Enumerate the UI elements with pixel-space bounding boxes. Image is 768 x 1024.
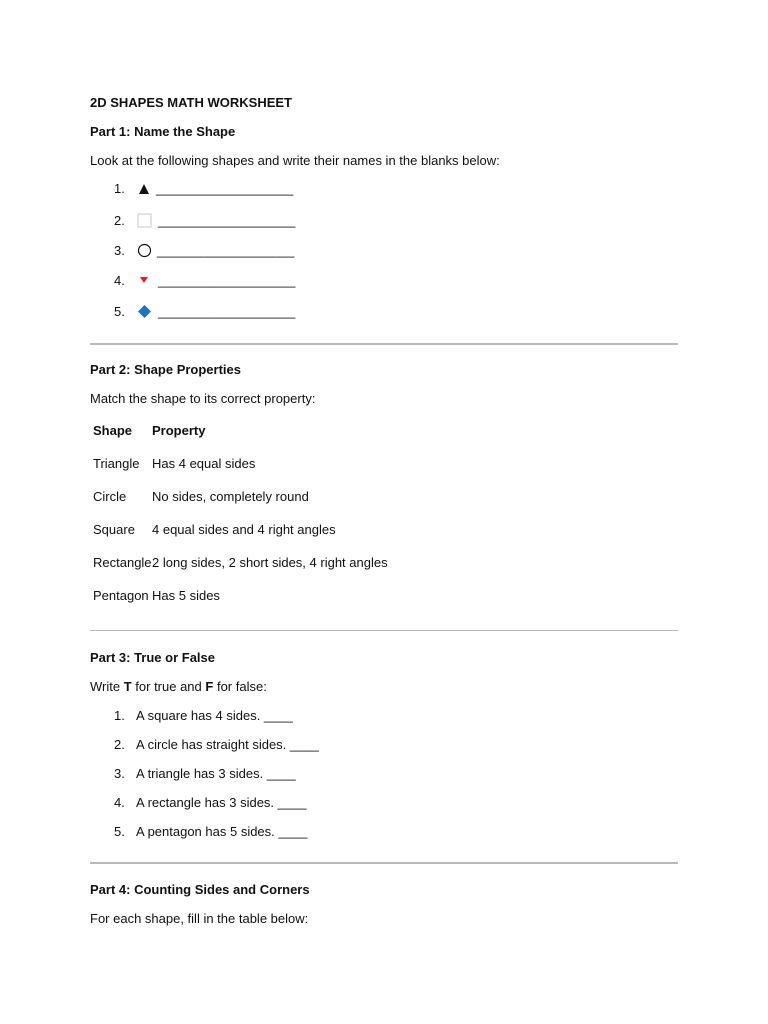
red-down-triangle-icon xyxy=(136,272,152,288)
instruction-mid: for true and xyxy=(131,679,206,694)
instruction-prefix: Write xyxy=(90,679,124,694)
white-square-icon xyxy=(136,212,152,228)
part1-instruction: Look at the following shapes and write their names in the blanks below: xyxy=(90,153,500,168)
item-number: 1. xyxy=(114,181,125,196)
section-divider xyxy=(90,630,678,631)
table-cell-property: 2 long sides, 2 short sides, 4 right angles xyxy=(152,555,388,570)
true-letter: T xyxy=(123,679,132,694)
table-cell-shape: Square xyxy=(93,522,135,537)
part2-instruction: Match the shape to its correct property: xyxy=(90,391,316,406)
item-number: 5. xyxy=(114,824,125,839)
section-divider xyxy=(90,862,678,864)
false-letter: F xyxy=(205,679,214,694)
table-cell-shape: Circle xyxy=(93,489,127,504)
item-number: 2. xyxy=(114,737,125,752)
item-number: 4. xyxy=(114,273,125,288)
part3-heading: Part 3: True or False xyxy=(90,650,215,665)
part1-heading: Part 1: Name the Shape xyxy=(90,124,236,139)
part2-heading: Part 2: Shape Properties xyxy=(90,362,241,377)
white-circle-icon xyxy=(136,242,152,258)
statement-text[interactable]: A square has 4 sides. ____ xyxy=(136,708,293,723)
table-cell-shape: Pentagon xyxy=(93,588,149,603)
item-number: 1. xyxy=(114,708,125,723)
table-cell-property: 4 equal sides and 4 right angles xyxy=(152,522,336,537)
statement-text[interactable]: A pentagon has 5 sides. ____ xyxy=(136,824,308,839)
table-cell-property: Has 4 equal sides xyxy=(152,456,256,471)
part4-instruction: For each shape, fill in the table below: xyxy=(90,911,309,926)
table-cell-shape: Triangle xyxy=(93,456,140,471)
black-triangle-icon xyxy=(136,181,152,197)
table-cell-property: Has 5 sides xyxy=(152,588,220,603)
answer-blank[interactable]: ___________________ xyxy=(157,243,295,258)
statement-text[interactable]: A rectangle has 3 sides. ____ xyxy=(136,795,307,810)
item-number: 4. xyxy=(114,795,125,810)
answer-blank[interactable]: ___________________ xyxy=(158,273,296,288)
table-cell-shape: Rectangle xyxy=(93,555,152,570)
blue-diamond-icon xyxy=(136,303,152,319)
item-number: 2. xyxy=(114,213,125,228)
part4-heading: Part 4: Counting Sides and Corners xyxy=(90,882,310,897)
statement-text[interactable]: A circle has straight sides. ____ xyxy=(136,737,319,752)
worksheet-title: 2D SHAPES MATH WORKSHEET xyxy=(90,95,292,110)
answer-blank[interactable]: ___________________ xyxy=(156,181,294,196)
table-cell-property: No sides, completely round xyxy=(152,489,309,504)
statement-text[interactable]: A triangle has 3 sides. ____ xyxy=(136,766,296,781)
section-divider xyxy=(90,343,678,345)
answer-blank[interactable]: ___________________ xyxy=(158,304,296,319)
answer-blank[interactable]: ___________________ xyxy=(158,213,296,228)
item-number: 5. xyxy=(114,304,125,319)
table-header-shape: Shape xyxy=(93,423,133,438)
table-header-property: Property xyxy=(152,423,206,438)
item-number: 3. xyxy=(114,766,125,781)
instruction-suffix: for false: xyxy=(213,679,267,694)
part3-instruction xyxy=(90,679,267,694)
item-number: 3. xyxy=(114,243,125,258)
